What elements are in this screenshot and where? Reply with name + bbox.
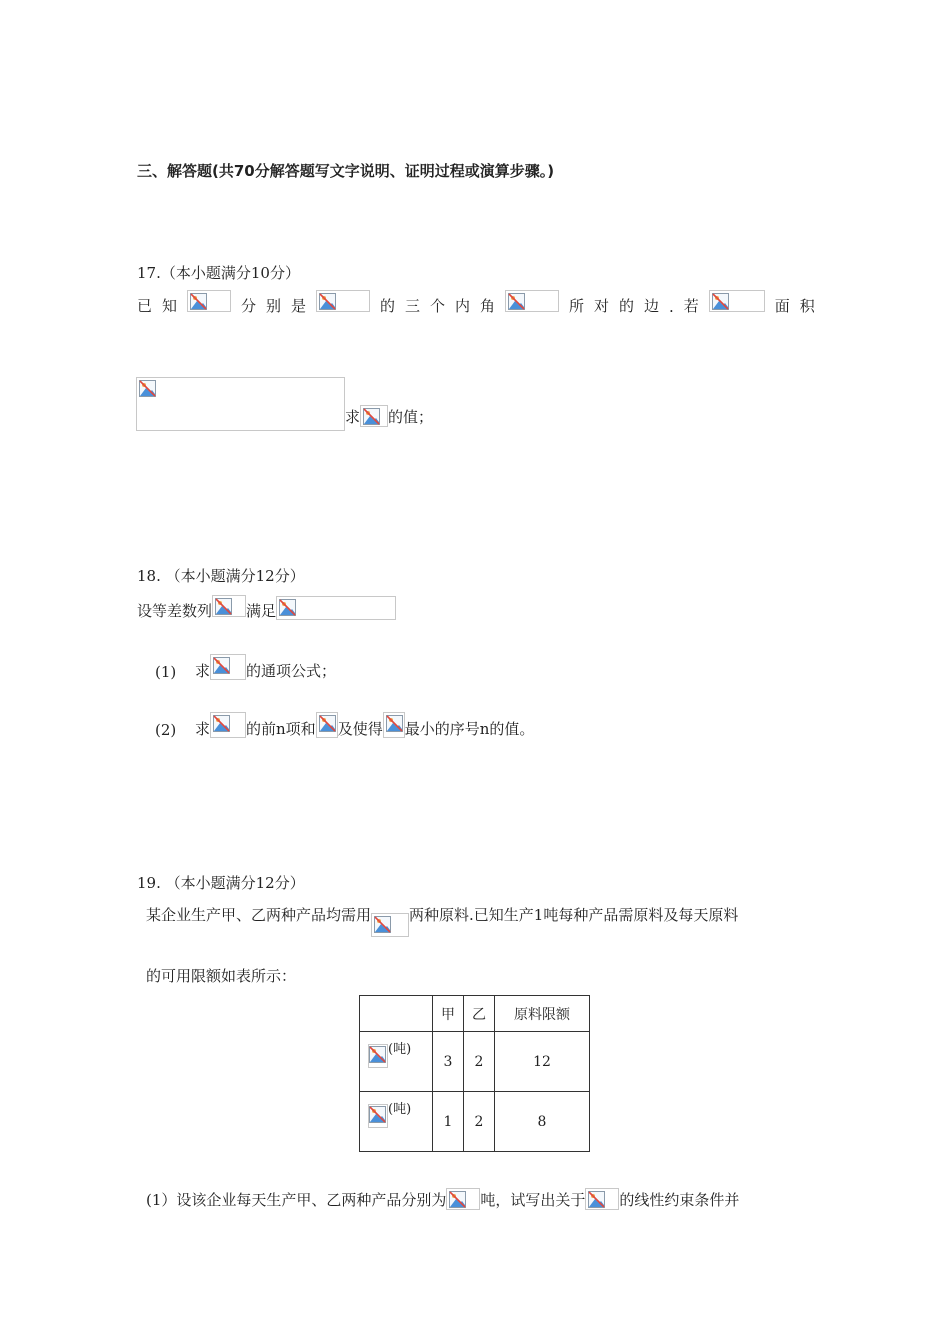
broken-image-icon: [319, 293, 336, 310]
broken-image-icon: [215, 598, 232, 615]
text: 及使得: [337, 720, 383, 738]
q18-part1: [155, 653, 336, 681]
broken-image-icon: [386, 715, 403, 732]
part-number: (1): [155, 663, 177, 681]
text: 吨，试写出关于: [480, 1190, 586, 1209]
part-number: (2): [155, 721, 177, 739]
formula-image: [212, 595, 246, 617]
area-formula-image: [136, 377, 345, 431]
broken-image-icon: [213, 715, 230, 732]
text: 某企业生产甲、乙两种产品均需用: [146, 906, 372, 924]
formula-image: [505, 290, 559, 312]
broken-image-icon: [508, 293, 525, 310]
text: 最小的序号n的值。: [404, 720, 535, 738]
q19-intro: [146, 904, 738, 938]
q19-intro-cont: 的可用限额如表所示：: [146, 967, 297, 985]
text: 的线性约束条件并: [619, 1190, 740, 1209]
table-cell: 12: [495, 1032, 590, 1092]
broken-image-icon: [190, 293, 207, 310]
unit-label: (吨): [388, 1102, 412, 1117]
broken-image-icon: [712, 293, 729, 310]
text: 求: [195, 662, 211, 680]
formula-image: [446, 1188, 480, 1210]
material-label-cell: [360, 1092, 433, 1152]
formula-image: [371, 913, 409, 937]
table-header-cell: 甲: [433, 996, 464, 1032]
broken-image-icon: [374, 916, 391, 933]
formula-image: [316, 290, 370, 312]
material-label-cell: [360, 1032, 433, 1092]
q18-intro: [137, 595, 396, 621]
text: 面: [774, 297, 790, 315]
text: 是: [290, 297, 306, 315]
table-header-row: [360, 996, 590, 1032]
broken-image-icon: [319, 715, 336, 732]
q17-line1: [137, 290, 815, 316]
q18-part2: [155, 711, 534, 739]
text: 求: [345, 407, 361, 426]
broken-image-icon: [213, 657, 230, 674]
table-header-cell: 原料限额: [495, 996, 590, 1032]
table-cell: 3: [433, 1032, 464, 1092]
broken-image-icon: [369, 1046, 386, 1063]
q19-header: 19. （本小题满分12分）: [137, 874, 305, 892]
q17-line2: [345, 404, 433, 428]
text: 的: [379, 297, 395, 315]
text: 所: [568, 297, 584, 315]
formula-image: [316, 712, 338, 738]
text: 的值；: [388, 407, 434, 426]
formula-image: [709, 290, 765, 312]
text: 设等差数列: [137, 602, 213, 620]
raw-material-table: [359, 995, 590, 1152]
text: 对: [593, 297, 609, 315]
broken-image-icon: [139, 380, 156, 397]
text: 个: [429, 297, 445, 315]
text: 积: [799, 297, 815, 315]
text: .: [668, 298, 674, 316]
table-header-cell: 乙: [464, 996, 495, 1032]
material-symbol-image: [368, 1044, 388, 1068]
text: 的: [618, 297, 634, 315]
text: 满足: [246, 602, 277, 620]
formula-image: [360, 405, 388, 427]
text: 边: [643, 297, 659, 315]
q19-part1: [146, 1186, 739, 1212]
broken-image-icon: [279, 599, 296, 616]
broken-image-icon: [369, 1106, 386, 1123]
table-cell: 1: [433, 1092, 464, 1152]
formula-image: [210, 712, 246, 738]
text: 角: [479, 297, 495, 315]
text: 分: [240, 297, 256, 315]
table-cell: 2: [464, 1032, 495, 1092]
unit-label: (吨): [388, 1042, 412, 1057]
text: 若: [683, 297, 699, 315]
table-cell: 2: [464, 1092, 495, 1152]
formula-image: [210, 654, 246, 680]
q18-header: 18. （本小题满分12分）: [137, 567, 305, 585]
text: (1）设该企业每天生产甲、乙两种产品分别为: [146, 1190, 447, 1209]
text: 已: [137, 297, 153, 315]
formula-image: [383, 712, 405, 738]
broken-image-icon: [363, 408, 380, 425]
text: 的通项公式；: [246, 662, 337, 680]
broken-image-icon: [449, 1191, 466, 1208]
table-cell: 8: [495, 1092, 590, 1152]
formula-image: [276, 596, 396, 620]
table-row: [360, 1032, 590, 1092]
text: 别: [265, 297, 281, 315]
text: 求: [195, 720, 211, 738]
text: 内: [454, 297, 470, 315]
formula-image: [187, 290, 231, 312]
text: 的前n项和: [246, 720, 316, 738]
broken-image-icon: [588, 1191, 605, 1208]
table-row: [360, 1092, 590, 1152]
text: 三: [404, 297, 420, 315]
section-title: 三、解答题(共70分解答题写文字说明、证明过程或演算步骤。): [137, 162, 555, 180]
q17-header: 17.（本小题满分10分）: [137, 264, 300, 282]
material-symbol-image: [368, 1104, 388, 1128]
formula-image: [585, 1188, 619, 1210]
text: 两种原料.已知生产1吨每种产品需原料及每天原料: [409, 906, 739, 924]
table-header-cell: [360, 996, 433, 1032]
text: 知: [162, 297, 178, 315]
